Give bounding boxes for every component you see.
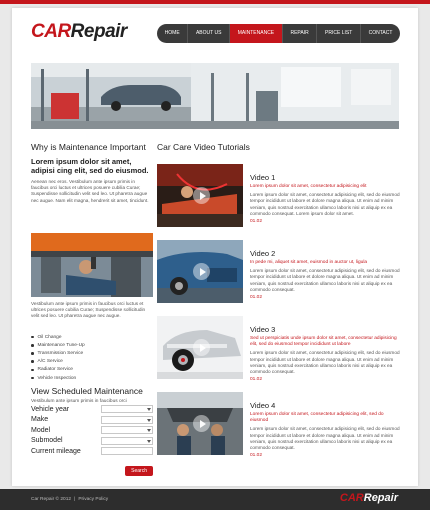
- bullet-icon: [31, 360, 34, 363]
- list-item[interactable]: [31, 374, 153, 382]
- video-thumbnail-2[interactable]: [157, 240, 243, 303]
- list-item[interactable]: [31, 366, 153, 374]
- bullet-icon: [31, 352, 34, 355]
- make-row: [31, 415, 153, 426]
- service-label: Maintenance Tune-Up: [37, 342, 85, 348]
- video-highlight: Sed ut perspiciatis unde ipsum dolor sit amet, consectetur adipisicing elit, sed do eiusmod tempor incididunt ut labore: [250, 336, 397, 348]
- footer-separator: |: [74, 497, 76, 502]
- video-date: 01.02: [250, 453, 263, 459]
- maintenance-heading: Why is Maintenance Important: [31, 142, 146, 152]
- search-row: [31, 459, 153, 477]
- videos-heading: Car Care Video Tutorials: [157, 142, 250, 152]
- list-item[interactable]: [31, 341, 153, 349]
- video-text-4: [250, 401, 400, 458]
- right-column: [157, 142, 402, 459]
- service-label: Oil Change: [37, 334, 62, 340]
- mileage-input[interactable]: [101, 447, 153, 455]
- video-date: 01.02: [250, 219, 263, 225]
- privacy-policy-link[interactable]: Privacy Policy: [78, 497, 109, 502]
- top-accent-bar: [0, 0, 430, 4]
- footer-logo[interactable]: [340, 492, 398, 504]
- model-select[interactable]: [101, 426, 153, 434]
- video-text-1: [250, 173, 400, 224]
- site-logo[interactable]: [31, 21, 127, 43]
- make-select[interactable]: [101, 416, 153, 424]
- list-item[interactable]: [31, 349, 153, 357]
- site-footer: [0, 489, 430, 510]
- footer-logo-part-repair: Repair: [363, 492, 398, 504]
- video-description: Lorem ipsum dolor sit amet, consectetur adipisicing elit, sed do eiusmod tempor incididunt ut labore et dolore magna aliqua. Ut enim ad minim veniam, quis nostrud exercitation ullamco laboris nisi ut aliquip ex ea commodo consequat.: [250, 350, 400, 375]
- chevron-down-icon: [147, 419, 151, 422]
- page-container: [12, 8, 418, 486]
- nav-home[interactable]: HOME: [157, 24, 188, 43]
- model-row: [31, 425, 153, 436]
- nav-about-us[interactable]: ABOUT US: [188, 24, 230, 43]
- video-title[interactable]: Video 2: [250, 249, 276, 258]
- mileage-label: Current mileage: [31, 447, 81, 455]
- video-title[interactable]: Video 4: [250, 401, 276, 410]
- video-title[interactable]: Video 3: [250, 325, 276, 334]
- copyright-text: Car Repair © 2012: [31, 497, 72, 502]
- video-thumbnail-1[interactable]: [157, 164, 243, 227]
- list-item[interactable]: [31, 358, 153, 366]
- play-icon[interactable]: [193, 263, 210, 280]
- bullet-icon: [31, 336, 34, 339]
- service-label: A/C Service: [37, 359, 63, 365]
- video-thumbnail-4[interactable]: [157, 392, 243, 455]
- services-list: [31, 333, 153, 382]
- maintenance-paragraph-1: Aenean nec eros. Vestibulum ante ipsum primis in faucibus orci luctus et ultrices posuere cubilia Curae; Suspendisse sollicitudin velit sed leo. Ut pharetra augue nec augue. Nam elit magna, hendrerit sit amet, tincidunt.: [31, 179, 149, 203]
- video-thumbnail-3[interactable]: [157, 316, 243, 379]
- footer-logo-part-car: CAR: [339, 492, 364, 504]
- video-highlight: Lorem ipsum dolor sit amet, consectetur adipisicing elit: [250, 184, 367, 189]
- mechanic-under-car-image: [31, 233, 153, 297]
- chevron-down-icon: [147, 440, 151, 443]
- schedule-heading: View Scheduled Maintenance: [31, 386, 143, 397]
- play-icon[interactable]: [193, 187, 210, 204]
- chevron-down-icon: [147, 408, 151, 411]
- bullet-icon: [31, 369, 34, 372]
- schedule-description: Vestibulum ante ipsum primis in faucibus orci: [31, 399, 127, 405]
- submodel-row: [31, 436, 153, 447]
- service-label: Transmission Service: [37, 350, 84, 356]
- model-label: Model: [31, 426, 51, 434]
- maintenance-lead: Lorem ipsum dolor sit amet, adipisi cing elit, sed do eiusmod.: [31, 157, 149, 175]
- play-icon[interactable]: [193, 339, 210, 356]
- video-highlight: Lorem ipsum dolor sit amet, consectetur adipisicing elit, sed do eiusmod: [250, 412, 384, 424]
- logo-part-repair: Repair: [70, 21, 127, 42]
- video-date: 01.02: [250, 295, 263, 301]
- maintenance-paragraph-2: Vestibulum ante ipsum primis in faucibus orci luctus et ultrices posuere cubilia Curae; Suspendisse sollicitudin velit sed leo. Ut pharetra augue nec augue.: [31, 301, 146, 319]
- chevron-down-icon: [147, 429, 151, 432]
- service-label: Vehicle Inspection: [37, 375, 77, 381]
- video-date: 01.02: [250, 377, 263, 383]
- list-item[interactable]: [31, 333, 153, 341]
- video-description: Lorem ipsum dolor sit amet, consectetur adipisicing elit, sed do eiusmod tempor incididunt ut labore et dolore magna aliqua. Ut enim ad minim veniam, quis nostrud exercitation ullamco laboris nisi ut aliquip ex ea commodo consequat.: [250, 268, 400, 292]
- nav-price-list[interactable]: PRICE LIST: [317, 24, 361, 43]
- bullet-icon: [31, 377, 34, 380]
- submodel-label: Submodel: [31, 437, 63, 445]
- make-label: Make: [31, 416, 49, 424]
- play-icon[interactable]: [193, 415, 210, 432]
- video-description: Lorem ipsum dolor sit amet, consectetur adipisicing elit, sed do eiusmod tempor incididunt ut labore et dolore magna aliqua. Ut enim ad minim veniam, quis nostrud exercitation ullamco laboris nisi ut aliquip ex ea commodo consequat.: [250, 426, 400, 451]
- search-button[interactable]: Search: [125, 466, 153, 476]
- main-nav: [157, 24, 400, 43]
- nav-repair[interactable]: REPAIR: [283, 24, 318, 43]
- submodel-select[interactable]: [101, 437, 153, 445]
- nav-contact[interactable]: CONTACT: [368, 30, 393, 36]
- vehicle-year-label: Vehicle year: [31, 405, 70, 413]
- nav-maintenance[interactable]: MAINTENANCE: [230, 24, 283, 43]
- video-highlight: In pede mi, aliquet sit amet, euismod in auctor ut, ligula: [250, 260, 368, 265]
- logo-part-car: CAR: [31, 21, 71, 42]
- mileage-row: [31, 446, 153, 457]
- video-text-3: [250, 325, 400, 382]
- video-text-2: [250, 249, 400, 300]
- video-description: Lorem ipsum dolor sit amet, consectetur adipisicing elit, sed do eiusmod tempor incididunt ut labore et dolore magna aliqua. Ut enim ad minim veniam, quis nostrud exercitation ullamco laboris nisi ut aliquip ex ea commodo consequat. Lorem ipsum dolor sit amet.: [250, 192, 400, 216]
- video-title[interactable]: Video 1: [250, 173, 276, 182]
- vehicle-year-row: [31, 404, 153, 415]
- bullet-icon: [31, 344, 34, 347]
- service-label: Radiator Service: [37, 367, 73, 373]
- left-column: [31, 142, 153, 477]
- garage-banner-image: [31, 63, 399, 129]
- vehicle-year-select[interactable]: [101, 405, 153, 413]
- footer-copyright-line: [31, 497, 108, 502]
